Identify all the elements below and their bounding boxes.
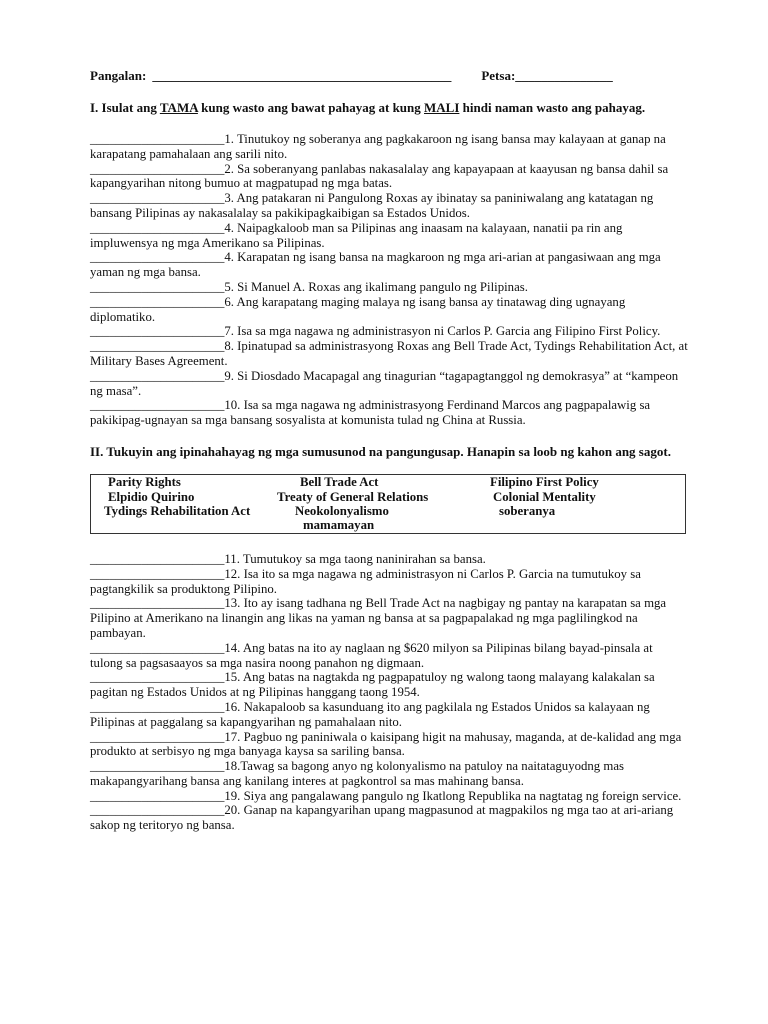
question-text: 1. Tinutukoy ng soberanya ang pagkakaroon ng isang bansa may kalayaan at ganap na karapatang pamahalaan ang sarili nito. [90, 132, 666, 161]
question-text: 11. Tumutukoy sa mga taong naninirahan sa bansa. [224, 551, 486, 566]
answer-blank[interactable]: _____________________ [90, 566, 225, 581]
question-item [90, 700, 688, 730]
section1-items [90, 132, 688, 428]
section1-title-tama: TAMA [159, 100, 198, 115]
answer-blank[interactable]: _____________________ [90, 788, 225, 803]
answer-blank[interactable]: _____________________ [90, 132, 225, 146]
answer-blank[interactable]: _____________________ [90, 398, 225, 413]
question-item [90, 339, 688, 369]
answer-blank[interactable]: _____________________ [90, 250, 225, 265]
section1-title-suffix: hindi naman wasto ang pahayag. [459, 100, 646, 115]
answer-blank[interactable]: _____________________ [90, 759, 225, 774]
question-text: 13. Ito ay isang tadhana ng Bell Trade Act na nagbigay ng pantay na karapatan sa mga Pilipino at Amerikano na linangin ang likas na yaman ng bansa at sa pagpapalakad ng mga paglilingkod na pambayan. [90, 596, 667, 640]
answer-blank[interactable]: _____________________ [90, 161, 225, 176]
section1-title [90, 100, 688, 116]
worksheet-page [90, 68, 688, 833]
choice-item: Elpidio Quirino [108, 489, 195, 504]
answer-blank[interactable]: _____________________ [90, 294, 225, 309]
section1-title-mid: kung wasto ang bawat pahayag at kung [197, 100, 425, 115]
answer-blank[interactable]: _____________________ [90, 279, 225, 294]
question-text: 10. Isa sa mga nagawa ng administrasyong Ferdinand Marcos ang pagpapalawig sa pakikipag-ugnayan sa mga bansang sosyalista at komunista tulad ng China at Russia. [90, 398, 651, 428]
question-item [90, 398, 688, 428]
answer-blank[interactable]: _____________________ [90, 729, 225, 744]
answer-blank[interactable]: _____________________ [90, 640, 225, 655]
question-text: 7. Isa sa mga nagawa ng administrasyon ni Carlos P. Garcia ang Filipino First Policy. [224, 324, 661, 339]
question-item [90, 670, 688, 700]
question-item [90, 552, 688, 567]
question-item [90, 324, 688, 339]
question-text: 3. Ang patakaran ni Pangulong Roxas ay ibinatay sa paniniwalang ang katatagan ng bansang Pilipinas ay nakasalalay sa pakikipagkaibigan sa Estados Unidos. [90, 191, 654, 220]
answer-blank[interactable]: _____________________ [90, 191, 225, 206]
choice-item: Parity Rights [108, 474, 181, 489]
answer-blank[interactable]: _____________________ [90, 324, 225, 339]
date-field[interactable]: _______________ [515, 68, 613, 83]
question-item [90, 250, 688, 280]
question-text: 4. Karapatan ng isang bansa na magkaroon ng mga ari-arian at pangasiwaan ang mga yaman ng mga bansa. [90, 250, 661, 280]
choice-item: Filipino First Policy [490, 474, 599, 489]
answer-blank[interactable]: _____________________ [90, 220, 225, 235]
question-item [90, 221, 688, 251]
question-text: 5. Si Manuel A. Roxas ang ikalimang pangulo ng Pilipinas. [224, 279, 528, 294]
answer-blank[interactable]: _____________________ [90, 803, 225, 818]
section2-items [90, 552, 688, 833]
date-label: Petsa: [481, 68, 516, 83]
choice-item: mamamayan [303, 517, 375, 532]
question-text: 20. Ganap na kapangyarihan upang magpasunod at magpakilos ng mga tao at ari-ariang sakop ng teritoryo ng bansa. [90, 803, 674, 833]
answer-choices-box [90, 474, 686, 534]
question-item [90, 162, 688, 192]
question-text: 4. Naipagkaloob man sa Pilipinas ang inaasam na kalayaan, nanatii pa rin ang impluwensya ng mga Amerikano sa Pilipinas. [90, 220, 623, 250]
question-item [90, 280, 688, 295]
question-item [90, 567, 688, 597]
question-text: 14. Ang batas na ito ay naglaan ng $620 milyon sa Pilipinas bilang bayad-pinsala at tulong sa pagsasaayos sa mga nasira noong panahon ng digmaan. [90, 640, 653, 670]
name-field[interactable]: ______________________________________________ [152, 68, 452, 83]
question-item [90, 295, 688, 325]
question-item [90, 369, 688, 399]
answer-blank[interactable]: _____________________ [90, 368, 225, 383]
question-item [90, 730, 688, 760]
choice-item: Tydings Rehabilitation Act [104, 503, 251, 518]
question-text: 15. Ang batas na nagtakda ng pagpapatuloy ng walong taong malayang kalakalan sa pagitan ng Estados Unidos at ng Pilipinas hanggang taong 1954. [90, 670, 655, 700]
question-text: 12. Isa ito sa mga nagawa ng administrasyon ni Carlos P. Garcia na tumutukoy sa pagtangkilik sa produktong Pilipino. [90, 566, 641, 596]
question-text: 8. Ipinatupad sa administrasyong Roxas ang Bell Trade Act, Tydings Rehabilitation Act, at Military Bases Agreement. [90, 339, 688, 368]
choice-item: soberanya [499, 503, 556, 518]
name-label: Pangalan: [90, 68, 147, 83]
answer-blank[interactable]: _____________________ [90, 596, 225, 611]
answer-blank[interactable]: _____________________ [90, 699, 225, 714]
choice-item: Bell Trade Act [300, 474, 379, 489]
question-text: 16. Nakapaloob sa kasunduang ito ang pagkilala ng Estados Unidos sa kalayaan ng Pilipinas at paggalang sa kapangyarihan ng pamahalaan nito. [90, 699, 650, 729]
question-item [90, 641, 688, 671]
answer-blank[interactable]: _____________________ [90, 551, 225, 566]
question-text: 6. Ang karapatang maging malaya ng isang bansa ay tinatawag ding ugnayang diplomatiko. [90, 294, 626, 324]
answer-blank[interactable]: _____________________ [90, 339, 225, 354]
question-text: 19. Siya ang pangalawang pangulo ng Ikatlong Republika na nagtatag ng foreign service. [224, 788, 682, 803]
section2-title: II. Tukuyin ang ipinahahayag ng mga sumusunod na pangungusap. Hanapin sa loob ng kahon ang sagot. [90, 443, 671, 459]
section1-title-mali: MALI [424, 100, 460, 115]
choice-item: Treaty of General Relations [277, 489, 429, 504]
question-item [90, 759, 688, 789]
date-block [481, 68, 612, 84]
question-item [90, 132, 688, 162]
answer-blank[interactable]: _____________________ [90, 670, 225, 685]
question-item [90, 803, 688, 833]
question-text: 2. Sa soberanyang panlabas nakasalalay ang kapayapaan at kaayusan ng bansa dahil sa kapangyarihan nitong bumuo at magpatupad ng mga batas. [90, 161, 669, 191]
question-text: 18.Tawag sa bagong anyo ng kolonyalismo na patuloy na naitataguyodng mas makapangyarihang bansa ang kanilang interes at pagkontrol sa mas mahinang bansa. [90, 759, 625, 788]
choice-item: Neokolonyalismo [295, 503, 389, 518]
question-item [90, 596, 688, 640]
choice-item: Colonial Mentality [493, 489, 596, 504]
section1-title-prefix: I. Isulat ang [90, 100, 160, 115]
question-item [90, 789, 688, 804]
question-item [90, 191, 688, 221]
question-text: 17. Pagbuo ng paniniwala o kaisipang higit na mahusay, maganda, at de-kalidad ang mga produkto at serbisyo ng mga banyaga kaysa sa sariling bansa. [90, 729, 682, 759]
question-text: 9. Si Diosdado Macapagal ang tinagurian “tagapagtanggol ng demokrasya” at “kampeon ng masa”. [90, 368, 679, 398]
header-line [90, 68, 688, 84]
